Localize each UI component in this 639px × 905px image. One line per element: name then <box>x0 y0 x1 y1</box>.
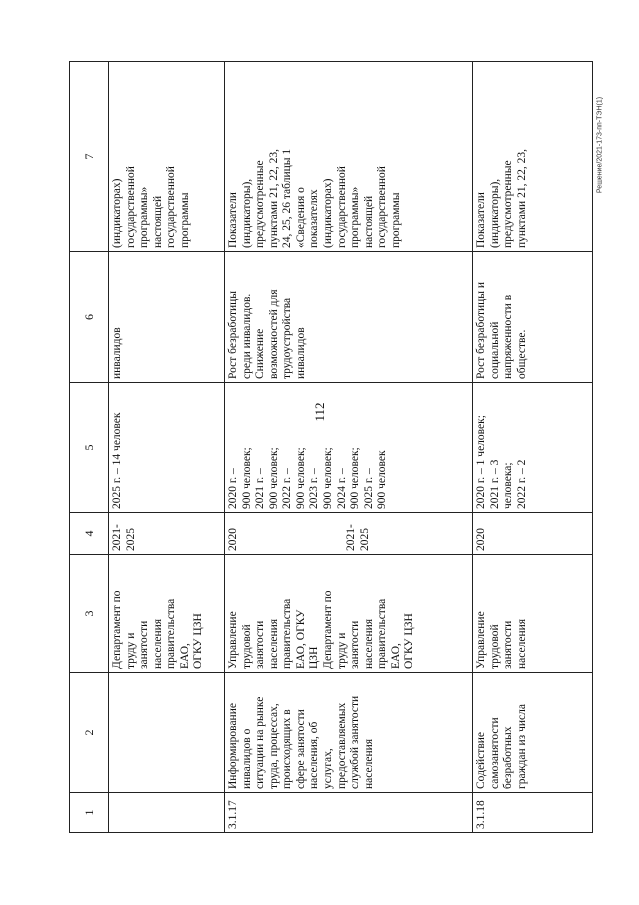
header-col-7: 7 <box>70 62 109 252</box>
row0-indicator: (индикаторах) государственной программы» настоящей государственной программы <box>109 62 225 252</box>
row1-period-2021-2025: 2021- 2025 <box>345 524 371 551</box>
row1-period-2020: 2020 <box>227 528 239 551</box>
row0-number <box>109 793 225 833</box>
header-col-6: 6 <box>70 252 109 383</box>
header-col-5: 5 <box>70 383 109 513</box>
row1-result: 2020 г. – 900 человек; 2021 г. – 900 человек; 2022 г. – 900 человек; 2023 г. – 900 человек; 2024 г. – 900 человек; 2025 г. – 900 человек <box>225 383 473 513</box>
row0-measure <box>109 673 225 793</box>
row1-executor <box>225 555 473 673</box>
header-col-1: 1 <box>70 793 109 833</box>
rotated-table-container <box>69 62 589 833</box>
row2-consequence: Рост безработицы и социальной напряженности в обществе. <box>473 252 593 383</box>
row1-indicator: Показатели (индикаторы), предусмотренные пунктами 21, 22, 23, 24, 25, 26 таблицы 1 «Сведения о показателях (индикаторах) государственной программы» настоящей государственной программы <box>225 62 473 252</box>
document-reference: Решение/2021-173-пп-ТЭН(1) <box>596 96 604 194</box>
rotated-table-wrapper <box>69 62 589 833</box>
row0-result: 2025 г. – 14 человек <box>109 383 225 513</box>
row2-executor: Управление трудовой занятости населения <box>473 555 593 673</box>
row2-result: 2020 г. – 1 человек; 2021 г. – 3 человека; 2022 г. – 2 <box>473 383 593 513</box>
row2-number: 3.1.18 <box>473 793 593 833</box>
row0-consequence: инвалидов <box>109 252 225 383</box>
row1-executor-2021-2025: Департамент по труду и занятости населения правительства ЕАО, ОГКУ ЦЗН <box>321 590 416 669</box>
row2-measure: Содействие самозанятости безработных граждан из числа <box>473 673 593 793</box>
row1-period <box>225 513 473 555</box>
program-measures-table <box>69 61 593 833</box>
page-number: 112 <box>311 402 327 422</box>
header-row <box>70 62 109 833</box>
row1-consequence: Рост безработицы среди инвалидов. Снижение возможностей для трудоустройства инвалидов <box>225 252 473 383</box>
header-col-4: 4 <box>70 513 109 555</box>
row2-period: 2020 <box>473 513 593 555</box>
row1-executor-2020: Управление трудовой занятости населения правительства ЕАО, ОГКУ ЦЗН <box>227 598 321 669</box>
header-col-2: 2 <box>70 673 109 793</box>
row2-indicator: Показатели (индикаторы), предусмотренные пунктами 21, 22, 23, <box>473 62 593 252</box>
row1-number: 3.1.17 <box>225 793 473 833</box>
table-row <box>473 62 593 833</box>
row0-executor: Департамент по труду и занятости населения правительства ЕАО, ОГКУ ЦЗН <box>109 555 225 673</box>
header-col-3: 3 <box>70 555 109 673</box>
row0-period: 2021- 2025 <box>109 513 225 555</box>
row1-measure: Информирование инвалидов о ситуации на рынке труда, процессах, происходящих в сфере занятости населения, об услугах, предоставляемых службой занятости населения <box>225 673 473 793</box>
table-row <box>225 62 473 833</box>
table-row <box>109 62 225 833</box>
